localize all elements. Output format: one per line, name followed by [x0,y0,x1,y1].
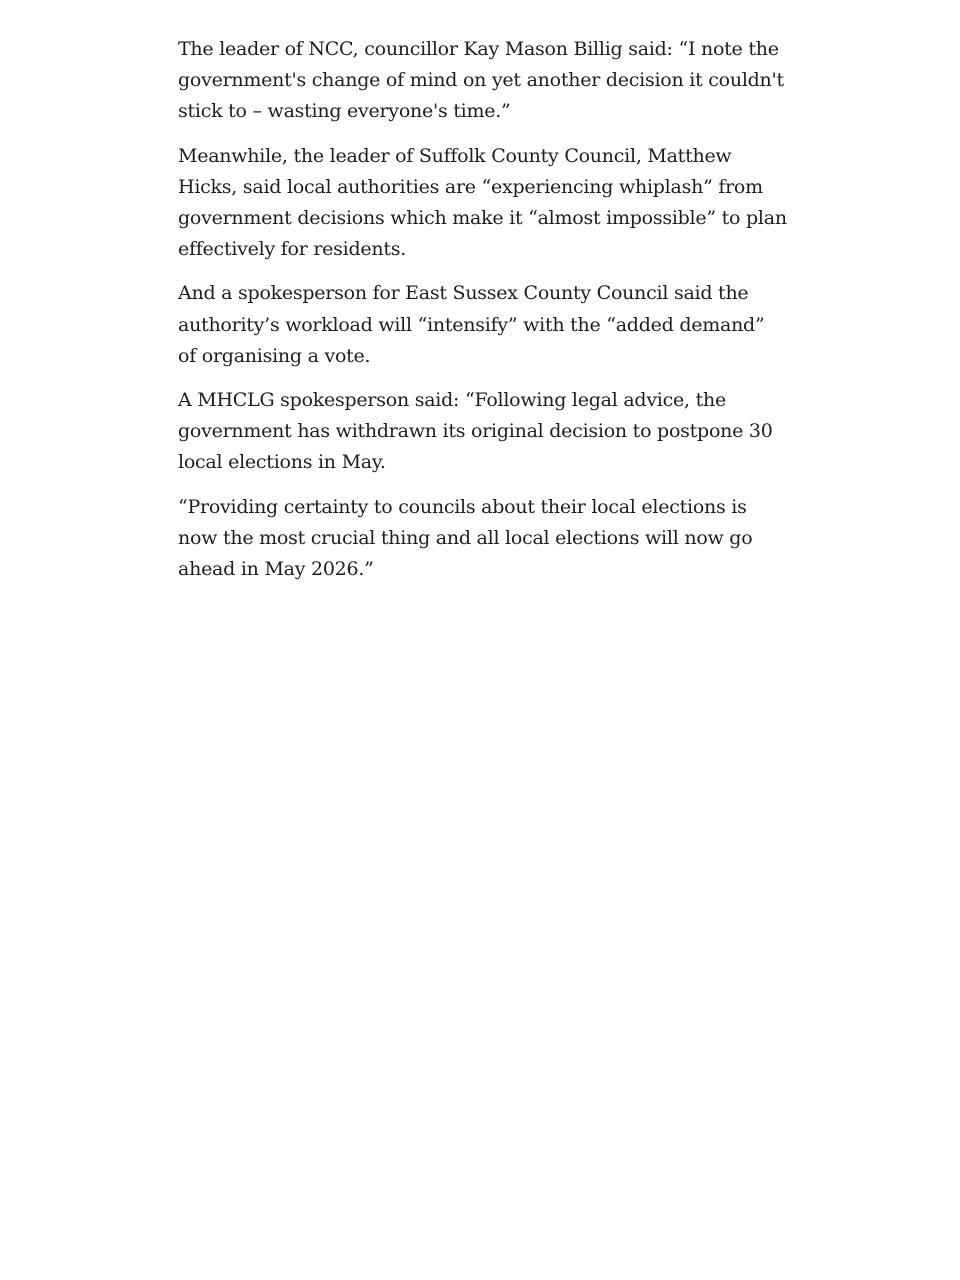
article-paragraph-3: And a spokesperson for East Sussex County Council said the authority’s workload will “intensify” with the “added demand” of organising a vote. [178,282,765,367]
article-body [178,34,788,598]
article-paragraph-1: The leader of NCC, councillor Kay Mason Billig said: “I note the government's change of mind on yet another decision it couldn't stick to – wasting everyone's time.” [178,38,784,123]
article-paragraph-2: Meanwhile, the leader of Suffolk County Council, Matthew Hicks, said local authorities are “experiencing whiplash” from government decisions which make it “almost impossible” to plan effectively for residents. [178,144,787,261]
article-paragraph-5: “Providing certainty to councils about their local elections is now the most crucial thing and all local elections will now go ahead in May 2026.” [178,495,753,581]
article-paragraph-4: A MHCLG spokesperson said: “Following legal advice, the government has withdrawn its original decision to postpone 30 local elections in May. [178,389,773,474]
